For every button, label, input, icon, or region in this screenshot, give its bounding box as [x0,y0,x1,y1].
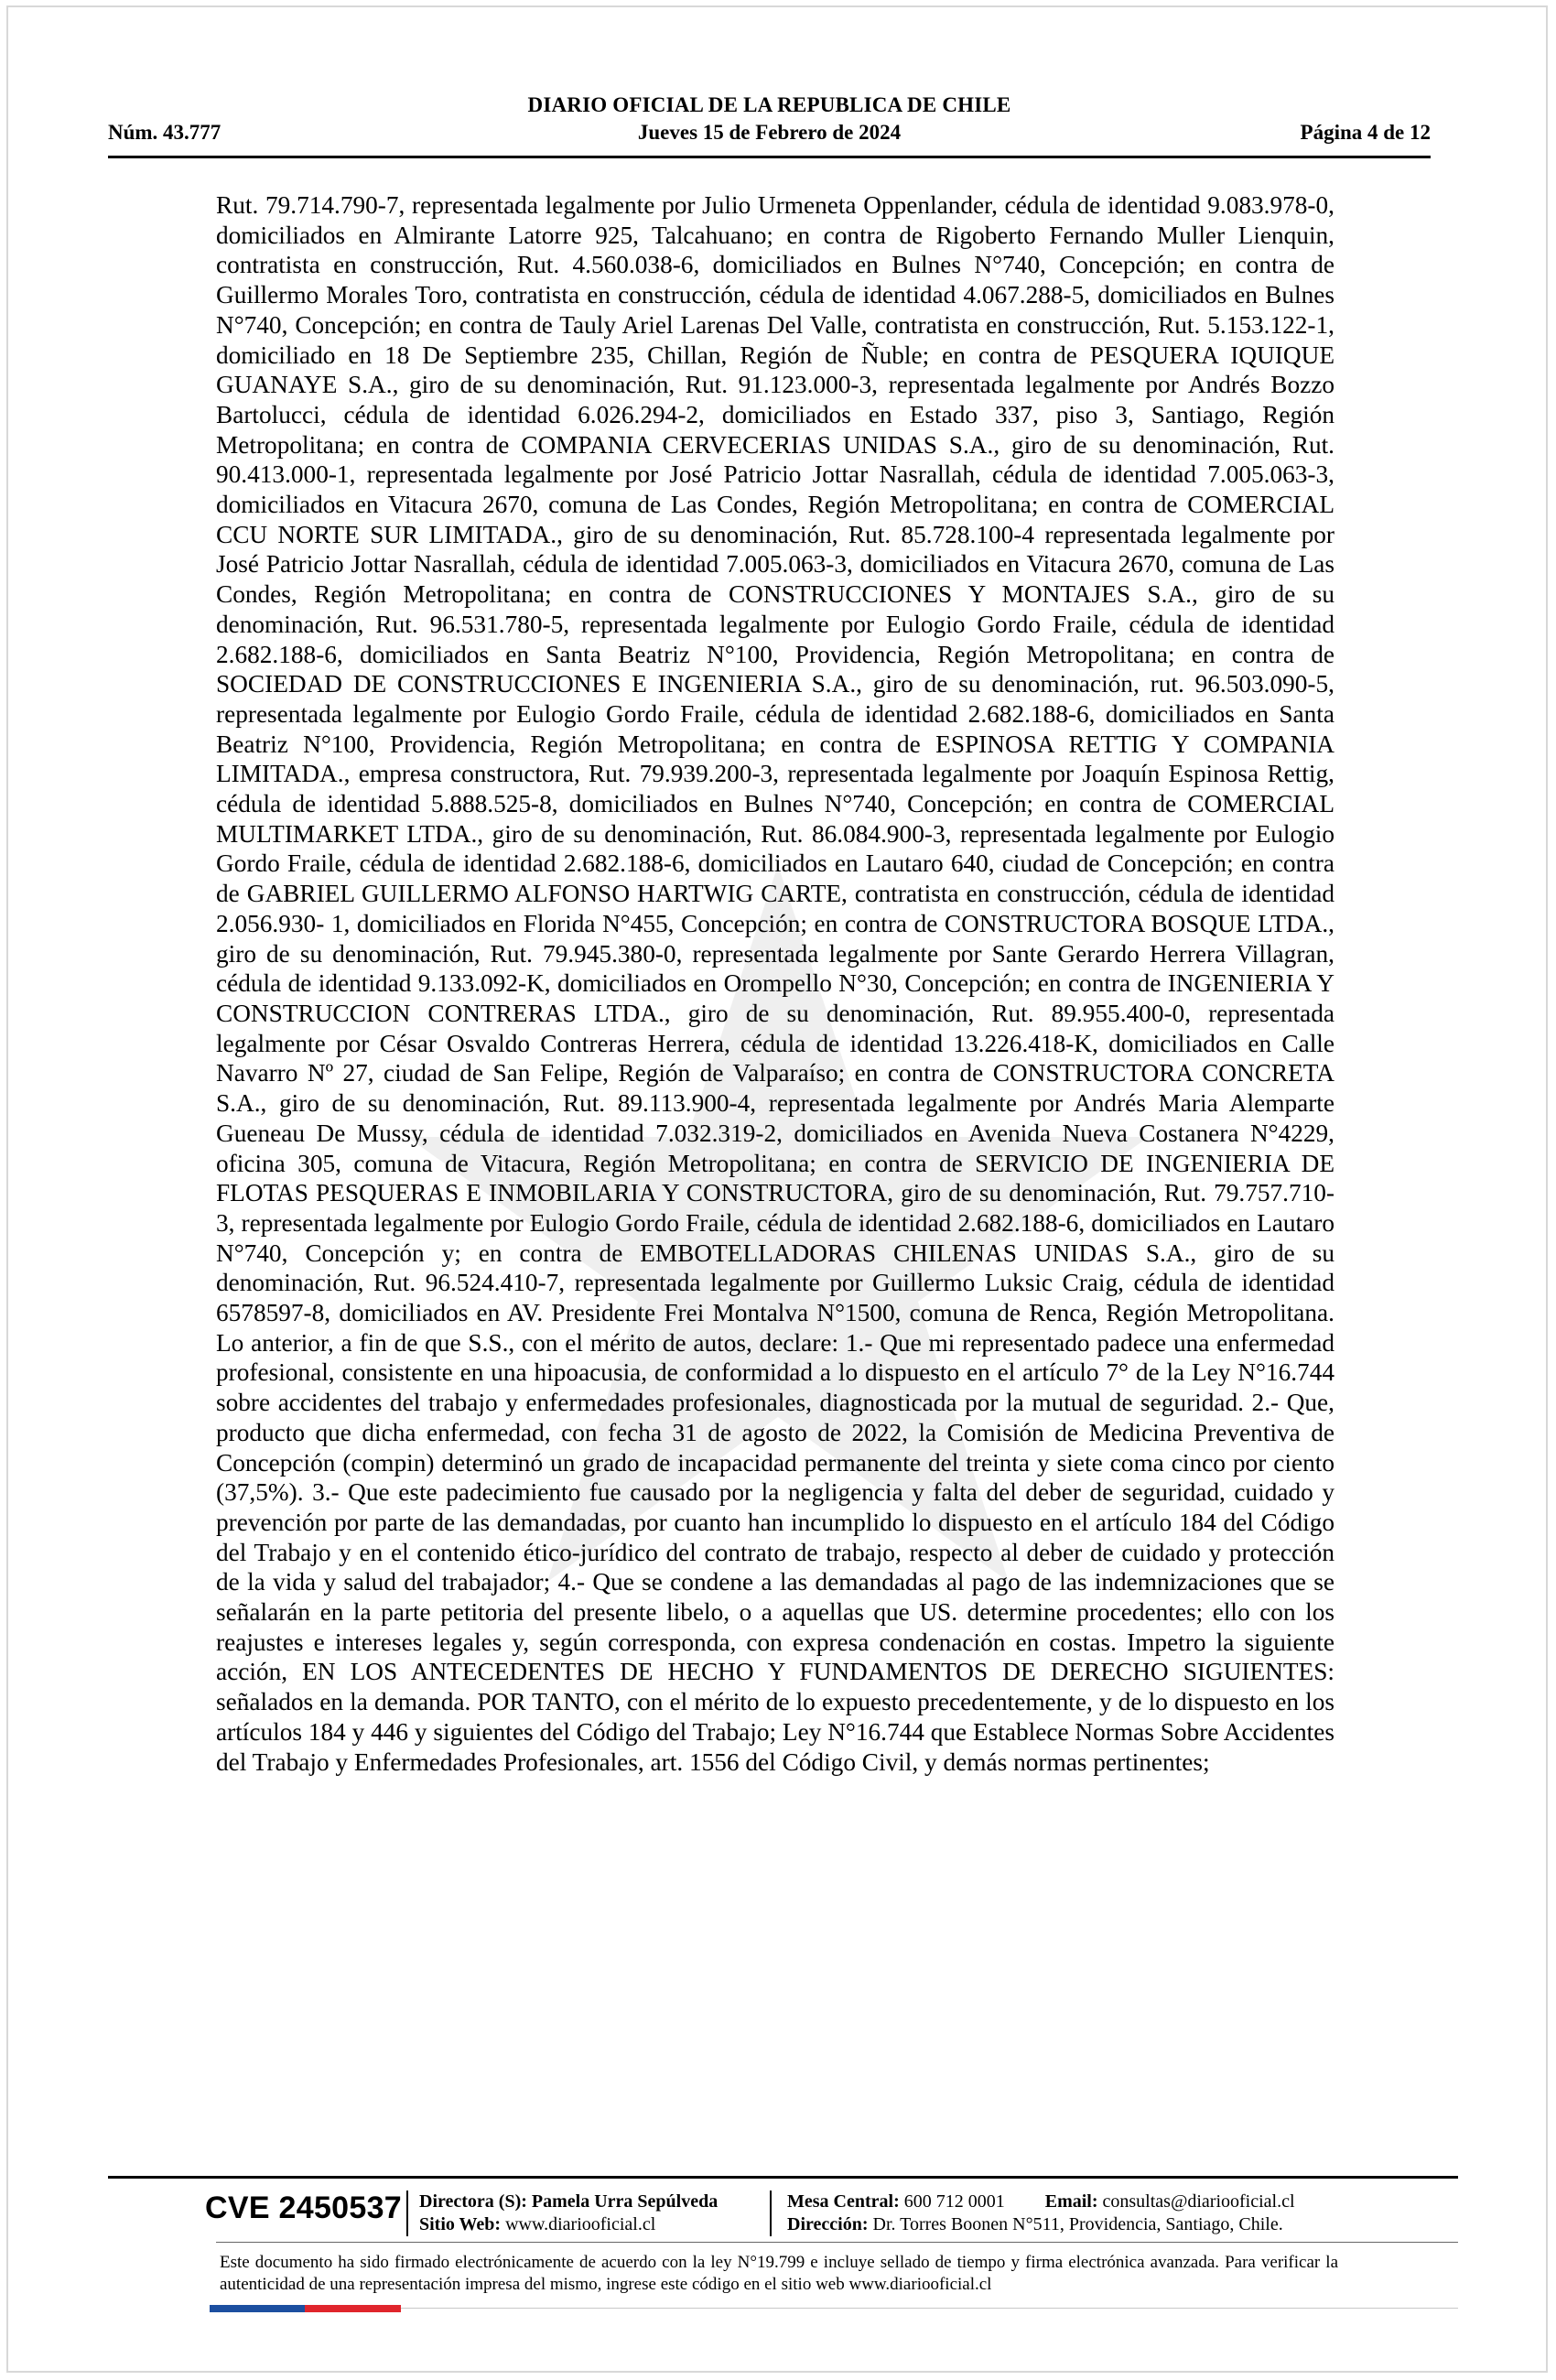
footer-bottom-divider [216,2242,1458,2243]
footer-contact-block [787,2191,1295,2236]
direccion-label: Dirección: [787,2214,869,2234]
footer-separator [770,2191,772,2236]
page-number: Página 4 de 12 [1300,121,1431,144]
bottom-line [401,2308,1458,2309]
page-footer [108,2183,1458,2247]
sitio-link[interactable]: www.diariooficial.cl [505,2214,656,2234]
issue-date: Jueves 15 de Febrero de 2024 [637,121,902,144]
email-link[interactable]: consultas@diariooficial.cl [1102,2191,1295,2212]
sitio-label: Sitio Web: [419,2214,502,2234]
footer-divider [108,2176,1458,2179]
flag-red-segment [305,2305,401,2312]
footer-directora-block [419,2191,718,2236]
mesa-value: 600 712 0001 [903,2191,1005,2212]
issue-number: Núm. 43.777 [108,121,222,144]
directora-label: Directora (S): [419,2191,527,2212]
chile-flag-bar [210,2305,401,2312]
flag-blue-segment [210,2305,305,2312]
header-divider [108,156,1431,158]
page-header [108,93,1431,152]
cve-code: CVE 2450537 [205,2191,403,2225]
footer-separator [406,2191,408,2236]
body-paragraph: Rut. 79.714.790-7, representada legalmente por Julio Urmeneta Oppenlander, cédula de identidad 9.083.978-0, domiciliados en Almirante Latorre 925, Talcahuano; en contra de Rigoberto Fernando Muller Lienquin, contratista en construcción, Rut. 4.560.038-6, domiciliados en Bulnes N°740, Concepción; en contra de Guillermo Morales Toro, contratista en construcción, cédula de identidad 4.067.288-5, domiciliados en Bulnes N°740, Concepción; en contra de Tauly Ariel Larenas Del Valle, contratista en construcción, Rut. 5.153.122-1, domiciliado en 18 De Septiembre 235, Chillan, Región de Ñuble; en contra de PESQUERA IQUIQUE GUANAYE S.A., giro de su denominación, Rut. 91.123.000-3, representada legalmente por Andrés Bozzo Bartolucci, cédula de identidad 6.026.294-2, domiciliados en Estado 337, piso 3, Santiago, Región Metropolitana; en contra de COMPANIA CERVECERIAS UNIDAS S.A., giro de su denominación, Rut. 90.413.000-1, representada legalmente por José Patricio Jottar Nasrallah, cédula de identidad 7.005.063-3, domiciliados en Vitacura 2670, comuna de Las Condes, Región Metropolitana; en contra de COMERCIAL CCU NORTE SUR LIMITADA., giro de su denominación, Rut. 85.728.100-4 representada legalmente por José Patricio Jottar Nasrallah, cédula de identidad 7.005.063-3, domiciliados en Vitacura 2670, comuna de Las Condes, Región Metropolitana; en contra de CONSTRUCCIONES Y MONTAJES S.A., giro de su denominación, Rut. 96.531.780-5, representada legalmente por Eulogio Gordo Fraile, cédula de identidad 2.682.188-6, domiciliados en Santa Beatriz N°100, Providencia, Región Metropolitana; en contra de SOCIEDAD DE CONSTRUCCIONES E INGENIERIA S.A., giro de su denominación, rut. 96.503.090-5, representada legalmente por Eulogio Gordo Fraile, cédula de identidad 2.682.188-6, domiciliados en Santa Beatriz N°100, Providencia, Región Metropolitana; en contra de ESPINOSA RETTIG Y COMPANIA LIMITADA., empresa constructora, Rut. 79.939.200-3, representada legalmente por Joaquín Espinosa Rettig, cédula de identidad 5.888.525-8, domiciliados en Bulnes N°740, Concepción; en contra de COMERCIAL MULTIMARKET LTDA., giro de su denominación, Rut. 86.084.900-3, representada legalmente por Eulogio Gordo Fraile, cédula de identidad 2.682.188-6, domiciliados en Lautaro 640, ciudad de Concepción; en contra de GABRIEL GUILLERMO ALFONSO HARTWIG CARTE, contratista en construcción, cédula de identidad 2.056.930- 1, domiciliados en Florida N°455, Concepción; en contra de CONSTRUCTORA BOSQUE LTDA., giro de su denominación, Rut. 79.945.380-0, representada legalmente por Sante Gerardo Herrera Villagran, cédula de identidad 9.133.092-K, domiciliados en Orompello N°30, Concepción; en contra de INGENIERIA Y CONSTRUCCION CONTRERAS LTDA., giro de su denominación, Rut. 89.955.400-0, representada legalmente por César Osvaldo Contreras Herrera, cédula de identidad 13.226.418-K, domiciliados en Calle Navarro Nº 27, ciudad de San Felipe, Región de Valparaíso; en contra de CONSTRUCTORA CONCRETA S.A., giro de su denominación, Rut. 89.113.900-4, representada legalmente por Andrés Maria Alemparte Gueneau De Mussy, cédula de identidad 7.032.319-2, domiciliados en Avenida Nueva Costanera N°4229, oficina 305, comuna de Vitacura, Región Metropolitana; en contra de SERVICIO DE INGENIERIA DE FLOTAS PESQUERAS E INMOBILARIA Y CONSTRUCTORA, giro de su denominación, Rut. 79.757.710-3, representada legalmente por Eulogio Gordo Fraile, cédula de identidad 2.682.188-6, domiciliados en Lautaro N°740, Concepción y; en contra de EMBOTELLADORAS CHILENAS UNIDAS S.A., giro de su denominación, Rut. 96.524.410-7, representada legalmente por Guillermo Luksic Craig, cédula de identidad 6578597-8, domiciliados en AV. Presidente Frei Montalva N°1500, comuna de Renca, Región Metropolitana. Lo anterior, a fin de que S.S., con el mérito de autos, declare: 1.- Que mi representado padece una enfermedad profesional, consistente en una hipoacusia, de conformidad a lo dispuesto en el artículo 7° de la Ley N°16.744 sobre accidentes del trabajo y enfermedades profesionales, diagnosticada por la mutual de seguridad. 2.- Que, producto que dicha enfermedad, con fecha 31 de agosto de 2022, la Comisión de Medicina Preventiva de Concepción (compin) determinó un grado de incapacidad permanente del treinta y siete coma cinco por ciento (37,5%). 3.- Que este padecimiento fue causado por la negligencia y falta del deber de seguridad, cuidado y prevención por parte de las demandadas, por cuanto han incumplido lo dispuesto en el artículo 184 del Código del Trabajo y en el contenido ético-jurídico del contrato de trabajo, respecto al deber de cuidado y protección de la vida y salud del trabajador; 4.- Que se condene a las demandadas al pago de las indemnizaciones que se señalarán en la parte petitoria del presente libelo, o a aquellas que US. determine procedentes; ello con los reajustes e intereses legales y, según corresponda, con expresa condenación en costas. Impetro la siguiente acción, EN LOS ANTECEDENTES DE HECHO Y FUNDAMENTOS DE DERECHO SIGUIENTES: señalados en la demanda. POR TANTO, con el mérito de lo expuesto precedentemente, y de lo dispuesto en los artículos 184 y 446 y siguientes del Código del Trabajo; Ley N°16.744 que Establece Normas Sobre Accidentes del Trabajo y Enfermedades Profesionales, art. 1556 del Código Civil, y demás normas pertinentes; [216,191,1334,1776]
email-label: Email: [1044,2191,1098,2212]
directora-name: Pamela Urra Sepúlveda [531,2191,719,2212]
mesa-label: Mesa Central: [787,2191,900,2212]
direccion-value: Dr. Torres Boonen N°511, Providencia, Santiago, Chile. [872,2214,1283,2234]
journal-title: DIARIO OFICIAL DE LA REPUBLICA DE CHILE [527,93,1011,116]
signature-disclaimer: Este documento ha sido firmado electrónicamente de acuerdo con la ley N°19.799 e incluye sellado de tiempo y firma electrónica avanzada. Para verificar la autenticidad de una representación impresa del mismo, ingrese este código en el sitio web www.diariooficial.cl [220,2253,1338,2294]
